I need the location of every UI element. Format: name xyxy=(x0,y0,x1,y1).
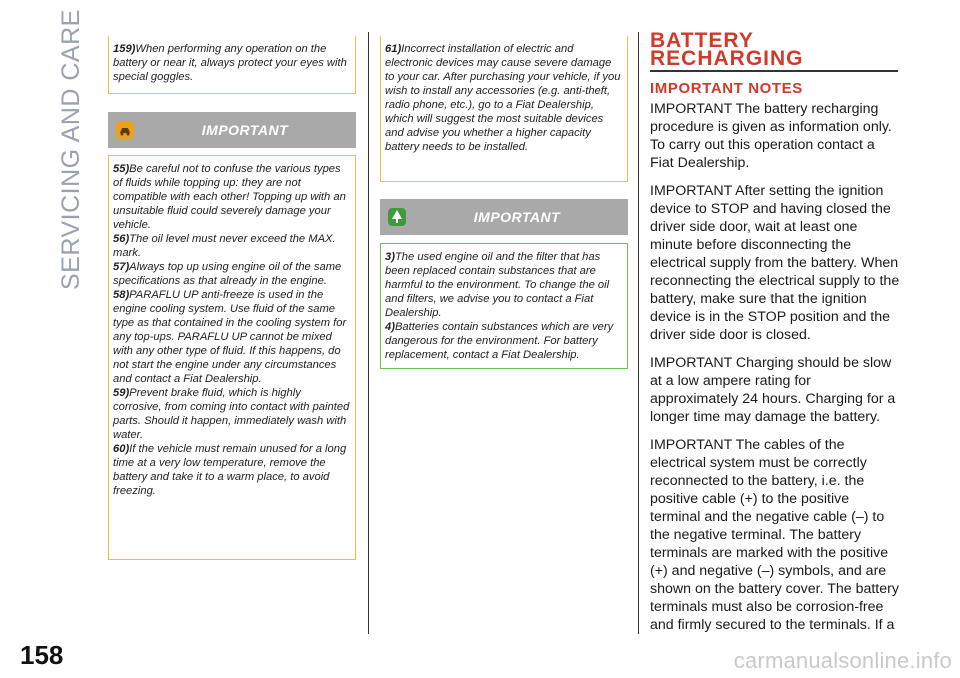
note-text: Always top up using engine oil of the same specifications as that already in the engine. xyxy=(113,261,342,287)
note-item xyxy=(113,288,351,386)
note-text: Prevent brake fluid, which is highly corrosive, from coming into contact with painted parts. Should it happen, immediately wash with water. xyxy=(113,387,350,441)
note-text: Be careful not to confuse the various types of fluids while topping up: they are not compatible with each other! Topping up with an unsuitable fluid could severely damage your vehicle. xyxy=(113,163,346,231)
note-text: If the vehicle must remain unused for a long time at a very low temperature, remove the battery and take it to a warm place, to avoid freezing. xyxy=(113,443,347,497)
body-paragraph: IMPORTANT The battery recharging procedure is given as information only. To carry out this operation contact a Fiat Dealership. xyxy=(650,101,892,171)
note-item xyxy=(113,386,351,442)
note-text: The used engine oil and the filter that has been replaced contain substances that are harmful to the environment. To change the oil and filters, we advise you to contact a Fiat Dealership. xyxy=(385,251,610,319)
note-item xyxy=(385,250,623,320)
note-item xyxy=(113,162,351,232)
page-number: 158 xyxy=(20,640,64,670)
note-text: The oil level must never exceed the MAX. mark. xyxy=(113,233,336,259)
banner-title: IMPORTANT xyxy=(201,122,289,138)
note-item xyxy=(113,442,351,498)
note-text: Incorrect installation of electric and electronic devices may cause severe damage to your car. After purchasing your vehicle, if you wish to install any accessories (e.g. anti-theft, radio phone, etc.), go to a Fiat Dealership, which will suggest the most suitable devices and advise you whether a higher capacity battery needs to be installed. xyxy=(385,43,621,153)
body-paragraph: IMPORTANT Charging should be slow at a low ampere rating for approximately 24 hours. Charging for a longer time may damage the battery. xyxy=(650,355,896,425)
section-side-title: SERVICING AND CARE xyxy=(57,9,85,290)
note-159 xyxy=(113,42,351,84)
note-number: 58) xyxy=(113,289,130,301)
note-item xyxy=(113,260,351,288)
body-text xyxy=(650,100,900,644)
note-item xyxy=(385,320,623,362)
note-number: 4) xyxy=(385,321,395,333)
column-divider-2 xyxy=(638,32,639,634)
note-number: 55) xyxy=(113,163,130,175)
note-text: PARAFLU UP anti-freeze is used in the engine cooling system. Use fluid of the same type as that contained in the cooling system for any top-ups. PARAFLU UP cannot be mixed with any other type of fluid. If this happens, do not start the engine under any circumstances and contact a Fiat Dealership. xyxy=(113,289,347,385)
column-divider-1 xyxy=(368,32,369,634)
note-number: 60) xyxy=(113,443,130,455)
warning-note-box-2 xyxy=(380,36,628,182)
heading-rule xyxy=(650,70,898,72)
note-number: 56) xyxy=(113,233,130,245)
important-banner xyxy=(108,112,356,148)
environment-tree-icon xyxy=(388,208,406,226)
watermark: carmanualsonline.info xyxy=(733,648,952,673)
note-61 xyxy=(385,42,623,154)
note-text: When performing any operation on the battery or near it, always protect your eyes with special goggles. xyxy=(113,43,347,83)
notes-list xyxy=(385,250,623,362)
note-number: 159) xyxy=(113,43,136,55)
note-number: 61) xyxy=(385,43,402,55)
sub-heading: IMPORTANT NOTES xyxy=(650,80,803,97)
note-number: 57) xyxy=(113,261,130,273)
body-paragraph: IMPORTANT After setting the ignition device to STOP and having closed the driver side door, wait at least one minute before disconnecting the electrical supply from the battery. When reconnecting the electrical supply to the battery, make sure that the ignition device is in the STOP position and the driver side door is closed. xyxy=(650,183,900,343)
car-warning-icon xyxy=(116,121,134,139)
body-paragraph: IMPORTANT The cables of the electrical system must be correctly reconnected to the battery, i.e. the positive cable (+) to the positive terminal and the negative cable (–) to the negative terminal. The battery terminals are marked with the positive (+) and negative (–) symbols, and are shown on the battery cover. The battery terminals must also be corrosion-free and firmly secured to the terminals. If a xyxy=(650,437,899,633)
important-notes-box xyxy=(108,155,356,560)
note-item xyxy=(113,232,351,260)
important-banner-2 xyxy=(380,199,628,235)
section-heading xyxy=(650,29,898,70)
note-number: 59) xyxy=(113,387,130,399)
warning-note-box xyxy=(108,36,356,94)
heading-line-2: RECHARGING xyxy=(650,47,804,70)
note-text: Batteries contain substances which are very dangerous for the environment. For battery replacement, contact a Fiat Dealership. xyxy=(385,321,614,361)
heading-line-1: BATTERY xyxy=(650,29,754,52)
note-number: 3) xyxy=(385,251,395,263)
banner-title: IMPORTANT xyxy=(473,209,561,225)
notes-list xyxy=(113,162,351,498)
environment-notes-box xyxy=(380,243,628,369)
